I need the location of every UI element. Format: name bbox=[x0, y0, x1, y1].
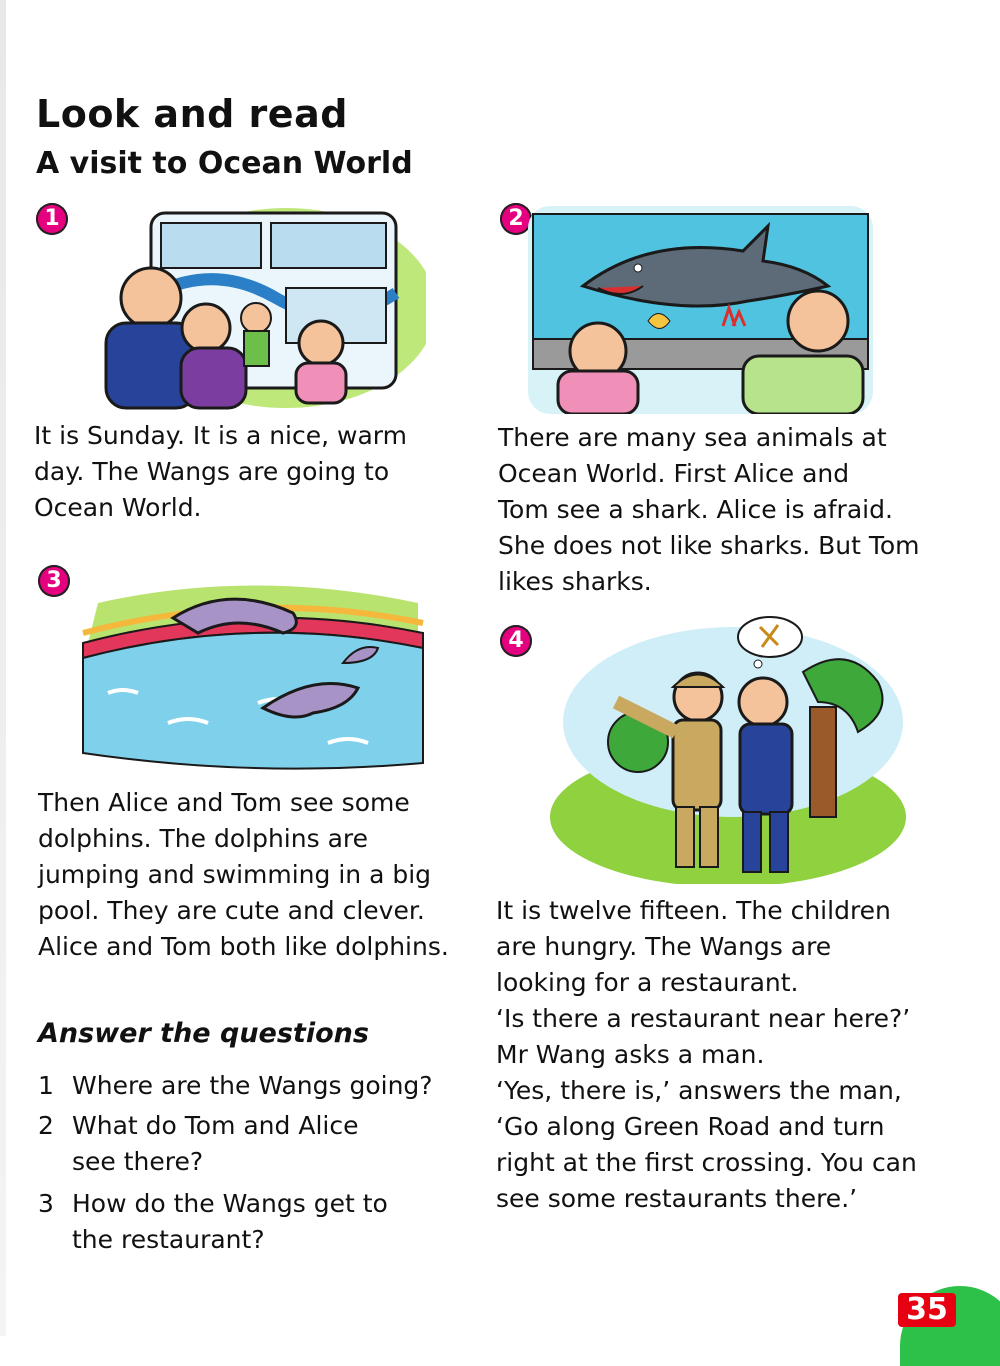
dolphin-pool-illustration bbox=[78, 573, 428, 773]
text-line: Mr Wang asks a man. bbox=[496, 1040, 765, 1069]
question-number: 3 bbox=[38, 1189, 54, 1218]
asking-directions-illustration bbox=[548, 612, 908, 884]
text-line: day. The Wangs are going to bbox=[34, 457, 390, 486]
text-line: It is Sunday. It is a nice, warm bbox=[34, 421, 407, 450]
page-subheading: A visit to Ocean World bbox=[36, 146, 413, 181]
text-line: likes sharks. bbox=[498, 567, 652, 596]
text-line: looking for a restaurant. bbox=[496, 968, 799, 997]
question-number: 2 bbox=[38, 1111, 54, 1140]
question-text: Where are the Wangs going? bbox=[72, 1071, 433, 1100]
question-2 bbox=[38, 1108, 358, 1180]
question-1 bbox=[38, 1068, 433, 1104]
text-line: ‘Is there a restaurant near here?’ bbox=[496, 1004, 911, 1033]
panel-2-number-badge: 2 bbox=[500, 203, 532, 235]
text-line: see some restaurants there.’ bbox=[496, 1184, 858, 1213]
shark-aquarium-illustration bbox=[528, 206, 873, 414]
page-heading: Look and read bbox=[36, 92, 348, 136]
questions-title: Answer the questions bbox=[38, 1018, 369, 1049]
panel-2-text bbox=[498, 420, 920, 600]
question-text: the restaurant? bbox=[72, 1225, 265, 1254]
text-line: right at the first crossing. You can bbox=[496, 1148, 917, 1177]
text-line: ‘Yes, there is,’ answers the man, bbox=[496, 1076, 902, 1105]
text-line: ‘Go along Green Road and turn bbox=[496, 1112, 885, 1141]
text-line: jumping and swimming in a big bbox=[38, 860, 432, 889]
page-number-badge: 35 bbox=[898, 1293, 956, 1327]
question-text: What do Tom and Alice bbox=[72, 1111, 359, 1140]
text-line: pool. They are cute and clever. bbox=[38, 896, 425, 925]
panel-3-text bbox=[38, 785, 449, 965]
text-line: dolphins. The dolphins are bbox=[38, 824, 368, 853]
text-line: It is twelve fifteen. The children bbox=[496, 896, 891, 925]
text-line: There are many sea animals at bbox=[498, 423, 887, 452]
panel-4-number-badge: 4 bbox=[500, 625, 532, 657]
text-line: Ocean World. First Alice and bbox=[498, 459, 850, 488]
text-line: She does not like sharks. But Tom bbox=[498, 531, 920, 560]
question-3 bbox=[38, 1186, 388, 1258]
panel-3-number-badge: 3 bbox=[38, 565, 70, 597]
panel-1-text bbox=[34, 418, 407, 526]
text-line: Alice and Tom both like dolphins. bbox=[38, 932, 449, 961]
page-edge-shadow bbox=[0, 0, 6, 1336]
text-line: Ocean World. bbox=[34, 493, 202, 522]
panel-4-text bbox=[496, 893, 917, 1217]
text-line: Tom see a shark. Alice is afraid. bbox=[498, 495, 893, 524]
text-line: are hungry. The Wangs are bbox=[496, 932, 832, 961]
panel-1-number-badge: 1 bbox=[36, 203, 68, 235]
question-text: How do the Wangs get to bbox=[72, 1189, 388, 1218]
family-at-bus-illustration bbox=[96, 203, 426, 413]
question-number: 1 bbox=[38, 1071, 54, 1100]
text-line: Then Alice and Tom see some bbox=[38, 788, 410, 817]
question-text: see there? bbox=[72, 1147, 204, 1176]
